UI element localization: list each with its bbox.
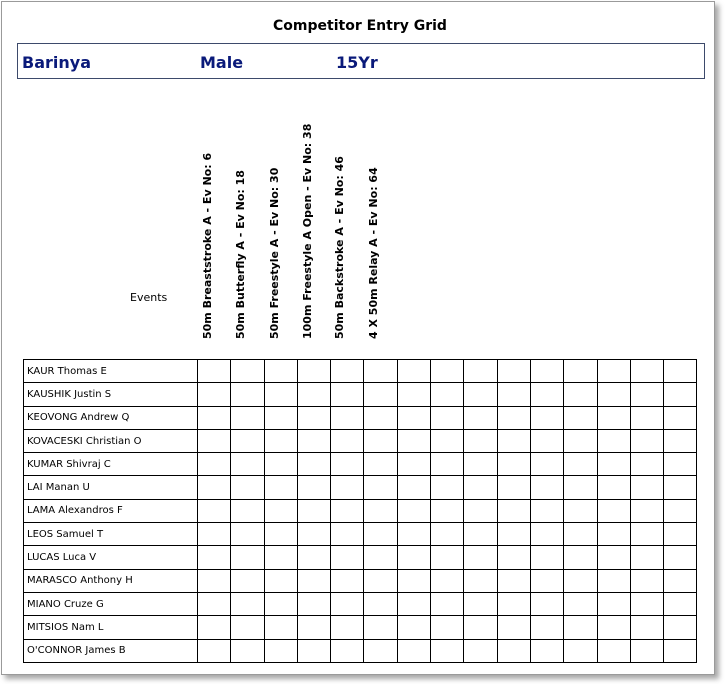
entry-cell (431, 592, 464, 615)
entry-cell (364, 476, 397, 499)
entry-cell (231, 360, 264, 383)
entry-cell (497, 592, 530, 615)
entry-cell (530, 592, 563, 615)
table-row (24, 569, 697, 592)
entry-cell (297, 406, 330, 429)
entry-cell (231, 592, 264, 615)
entry-cell (564, 616, 597, 639)
entry-cell (431, 523, 464, 546)
competitor-name: LUCAS Luca V (24, 546, 198, 569)
entry-cell (464, 639, 497, 662)
entry-cell (198, 639, 231, 662)
table-row (24, 616, 697, 639)
entry-cell (464, 499, 497, 522)
entry-grid (23, 359, 697, 663)
entry-cell (297, 592, 330, 615)
competitor-name: O'CONNOR James B (24, 639, 198, 662)
entry-cell (497, 429, 530, 452)
entry-cell (331, 383, 364, 406)
event-header-label: 50m Breaststroke A - Ev No: 6 (201, 152, 214, 339)
table-row (24, 546, 697, 569)
event-header (295, 117, 325, 352)
entry-cell (198, 383, 231, 406)
entry-cell (597, 639, 630, 662)
entry-cell (564, 360, 597, 383)
entry-cell (331, 523, 364, 546)
entry-cell (664, 569, 697, 592)
entry-cell (264, 476, 297, 499)
entry-cell (564, 592, 597, 615)
entry-cell (564, 523, 597, 546)
competitor-name: KEOVONG Andrew Q (24, 406, 198, 429)
entry-cell (198, 592, 231, 615)
entry-cell (264, 360, 297, 383)
entry-cell (464, 383, 497, 406)
entry-cell (564, 546, 597, 569)
table-row (24, 639, 697, 662)
entry-cell (431, 546, 464, 569)
entry-cell (198, 476, 231, 499)
table-row (24, 360, 697, 383)
entry-cell (530, 616, 563, 639)
entry-cell (431, 569, 464, 592)
entry-cell (198, 360, 231, 383)
entry-cell (364, 569, 397, 592)
table-row (24, 429, 697, 452)
entry-cell (664, 476, 697, 499)
entry-cell (597, 453, 630, 476)
entry-cell (630, 616, 663, 639)
entry-cell (231, 523, 264, 546)
entry-cell (597, 429, 630, 452)
entry-cell (530, 639, 563, 662)
entry-cell (464, 616, 497, 639)
entry-cell (231, 383, 264, 406)
entry-cell (397, 592, 430, 615)
entry-cell (530, 476, 563, 499)
entry-cell (297, 499, 330, 522)
entry-cell (497, 616, 530, 639)
entry-cell (664, 546, 697, 569)
entry-cell (630, 476, 663, 499)
entry-cell (431, 383, 464, 406)
event-header-label: 50m Butterfly A - Ev No: 18 (234, 170, 247, 339)
entry-cell (630, 453, 663, 476)
entry-cell (564, 499, 597, 522)
entry-cell (497, 499, 530, 522)
entry-cell (630, 429, 663, 452)
entry-cell (431, 616, 464, 639)
entry-cell (464, 546, 497, 569)
table-row (24, 499, 697, 522)
entry-cell (530, 383, 563, 406)
entry-cell (231, 639, 264, 662)
entry-cell (264, 546, 297, 569)
entry-cell (264, 639, 297, 662)
entry-cell (264, 453, 297, 476)
entry-cell (264, 592, 297, 615)
entry-cell (664, 406, 697, 429)
entry-cell (331, 569, 364, 592)
entry-cell (464, 569, 497, 592)
team-info-box (17, 43, 705, 79)
entry-cell (664, 616, 697, 639)
entry-cell (364, 546, 397, 569)
entry-cell (297, 546, 330, 569)
entry-cell (331, 639, 364, 662)
entry-cell (564, 476, 597, 499)
entry-cell (664, 383, 697, 406)
competitor-name: KAUR Thomas E (24, 360, 198, 383)
team-name: Barinya (22, 53, 91, 72)
entry-cell (198, 453, 231, 476)
entry-cell (664, 453, 697, 476)
entry-cell (497, 383, 530, 406)
entry-cell (364, 616, 397, 639)
entry-cell (597, 406, 630, 429)
entry-cell (397, 499, 430, 522)
competitor-name: KOVACESKI Christian O (24, 429, 198, 452)
entry-cell (431, 453, 464, 476)
entry-cell (464, 592, 497, 615)
entry-cell (431, 476, 464, 499)
entry-cell (597, 592, 630, 615)
entry-cell (397, 406, 430, 429)
page-title: Competitor Entry Grid (273, 18, 447, 34)
entry-cell (431, 499, 464, 522)
entry-cell (397, 360, 430, 383)
entry-cell (497, 406, 530, 429)
entry-cell (231, 569, 264, 592)
entry-cell (630, 546, 663, 569)
entry-cell (364, 406, 397, 429)
table-row (24, 523, 697, 546)
entry-cell (630, 569, 663, 592)
table-row (24, 592, 697, 615)
entry-cell (497, 360, 530, 383)
entry-cell (297, 523, 330, 546)
entry-cell (331, 360, 364, 383)
entry-cell (630, 592, 663, 615)
entry-cell (597, 546, 630, 569)
entry-cell (364, 592, 397, 615)
entry-cell (264, 429, 297, 452)
report-page (1, 1, 715, 675)
entry-cell (530, 406, 563, 429)
entry-cell (630, 523, 663, 546)
entry-cell (664, 360, 697, 383)
entry-cell (564, 406, 597, 429)
entry-cell (397, 616, 430, 639)
entry-cell (264, 616, 297, 639)
competitor-name: LEOS Samuel T (24, 523, 198, 546)
entry-cell (231, 616, 264, 639)
entry-cell (231, 499, 264, 522)
competitor-name: LAMA Alexandros F (24, 499, 198, 522)
entry-cell (297, 616, 330, 639)
entry-cell (297, 569, 330, 592)
entry-cell (464, 406, 497, 429)
events-label: Events (130, 291, 168, 304)
entry-cell (198, 569, 231, 592)
entry-cell (397, 546, 430, 569)
entry-cell (331, 499, 364, 522)
event-header (262, 117, 292, 352)
entry-cell (331, 546, 364, 569)
entry-cell (630, 406, 663, 429)
entry-cell (564, 569, 597, 592)
age-group-label: 15Yr (336, 53, 378, 72)
entry-cell (364, 523, 397, 546)
entry-cell (264, 569, 297, 592)
entry-cell (364, 499, 397, 522)
entry-cell (664, 592, 697, 615)
entry-cell (364, 429, 397, 452)
entry-cell (597, 383, 630, 406)
entry-cell (397, 383, 430, 406)
entry-cell (231, 453, 264, 476)
entry-cell (397, 523, 430, 546)
entry-cell (597, 360, 630, 383)
entry-cell (198, 546, 231, 569)
competitor-name: MARASCO Anthony H (24, 569, 198, 592)
entry-cell (397, 429, 430, 452)
entry-cell (264, 499, 297, 522)
competitor-name: MITSIOS Nam L (24, 616, 198, 639)
entry-cell (630, 360, 663, 383)
entry-cell (464, 453, 497, 476)
entry-cell (297, 360, 330, 383)
entry-cell (497, 523, 530, 546)
entry-cell (264, 383, 297, 406)
entry-cell (564, 429, 597, 452)
entry-cell (297, 453, 330, 476)
entry-cell (297, 476, 330, 499)
entry-cell (464, 523, 497, 546)
entry-cell (597, 616, 630, 639)
table-row (24, 406, 697, 429)
entry-cell (331, 476, 364, 499)
entry-cell (530, 523, 563, 546)
entry-cell (431, 406, 464, 429)
entry-cell (198, 406, 231, 429)
entry-cell (530, 453, 563, 476)
entry-cell (630, 639, 663, 662)
entry-cell (664, 499, 697, 522)
event-header-label: 50m Backstroke A - Ev No: 46 (333, 156, 346, 339)
entry-cell (364, 360, 397, 383)
entry-cell (297, 429, 330, 452)
entry-cell (497, 453, 530, 476)
entry-cell (431, 360, 464, 383)
entry-cell (231, 406, 264, 429)
entry-cell (530, 429, 563, 452)
table-row (24, 476, 697, 499)
entry-cell (530, 360, 563, 383)
entry-cell (264, 523, 297, 546)
entry-cell (464, 360, 497, 383)
entry-cell (664, 429, 697, 452)
event-header (327, 117, 357, 352)
entry-cell (397, 639, 430, 662)
entry-cell (231, 476, 264, 499)
table-row (24, 453, 697, 476)
entry-cell (364, 639, 397, 662)
entry-cell (331, 592, 364, 615)
event-header-label: 50m Freestyle A - Ev No: 30 (268, 167, 281, 339)
entry-cell (597, 499, 630, 522)
entry-cell (564, 383, 597, 406)
entry-cell (331, 453, 364, 476)
entry-cell (264, 406, 297, 429)
entry-cell (530, 569, 563, 592)
entry-cell (364, 383, 397, 406)
entry-cell (397, 569, 430, 592)
entry-cell (364, 453, 397, 476)
entry-cell (297, 639, 330, 662)
event-header-label: 4 X 50m Relay A - Ev No: 64 (367, 167, 380, 339)
entry-cell (198, 616, 231, 639)
table-row (24, 383, 697, 406)
entry-cell (630, 383, 663, 406)
event-header (361, 117, 391, 352)
entry-cell (331, 616, 364, 639)
entry-cell (431, 639, 464, 662)
entry-cell (497, 569, 530, 592)
entry-cell (530, 546, 563, 569)
entry-cell (664, 523, 697, 546)
competitor-name: MIANO Cruze G (24, 592, 198, 615)
entry-cell (530, 499, 563, 522)
competitor-name: LAI Manan U (24, 476, 198, 499)
event-header (228, 117, 258, 352)
entry-cell (630, 499, 663, 522)
entry-cell (231, 546, 264, 569)
event-header-label: 100m Freestyle A Open - Ev No: 38 (301, 123, 314, 339)
entry-cell (664, 639, 697, 662)
entry-cell (597, 569, 630, 592)
competitor-name: KAUSHIK Justin S (24, 383, 198, 406)
gender-label: Male (200, 53, 244, 72)
entry-cell (198, 429, 231, 452)
entry-cell (564, 453, 597, 476)
entry-cell (198, 499, 231, 522)
event-header (195, 117, 225, 352)
entry-cell (331, 406, 364, 429)
entry-cell (597, 476, 630, 499)
entry-cell (397, 476, 430, 499)
entry-cell (397, 453, 430, 476)
entry-cell (497, 546, 530, 569)
entry-cell (464, 476, 497, 499)
entry-cell (297, 383, 330, 406)
entry-cell (464, 429, 497, 452)
competitor-name: KUMAR Shivraj C (24, 453, 198, 476)
entry-cell (597, 523, 630, 546)
entry-cell (198, 523, 231, 546)
entry-cell (497, 476, 530, 499)
entry-cell (564, 639, 597, 662)
entry-cell (497, 639, 530, 662)
entry-cell (331, 429, 364, 452)
entry-cell (231, 429, 264, 452)
entry-cell (431, 429, 464, 452)
